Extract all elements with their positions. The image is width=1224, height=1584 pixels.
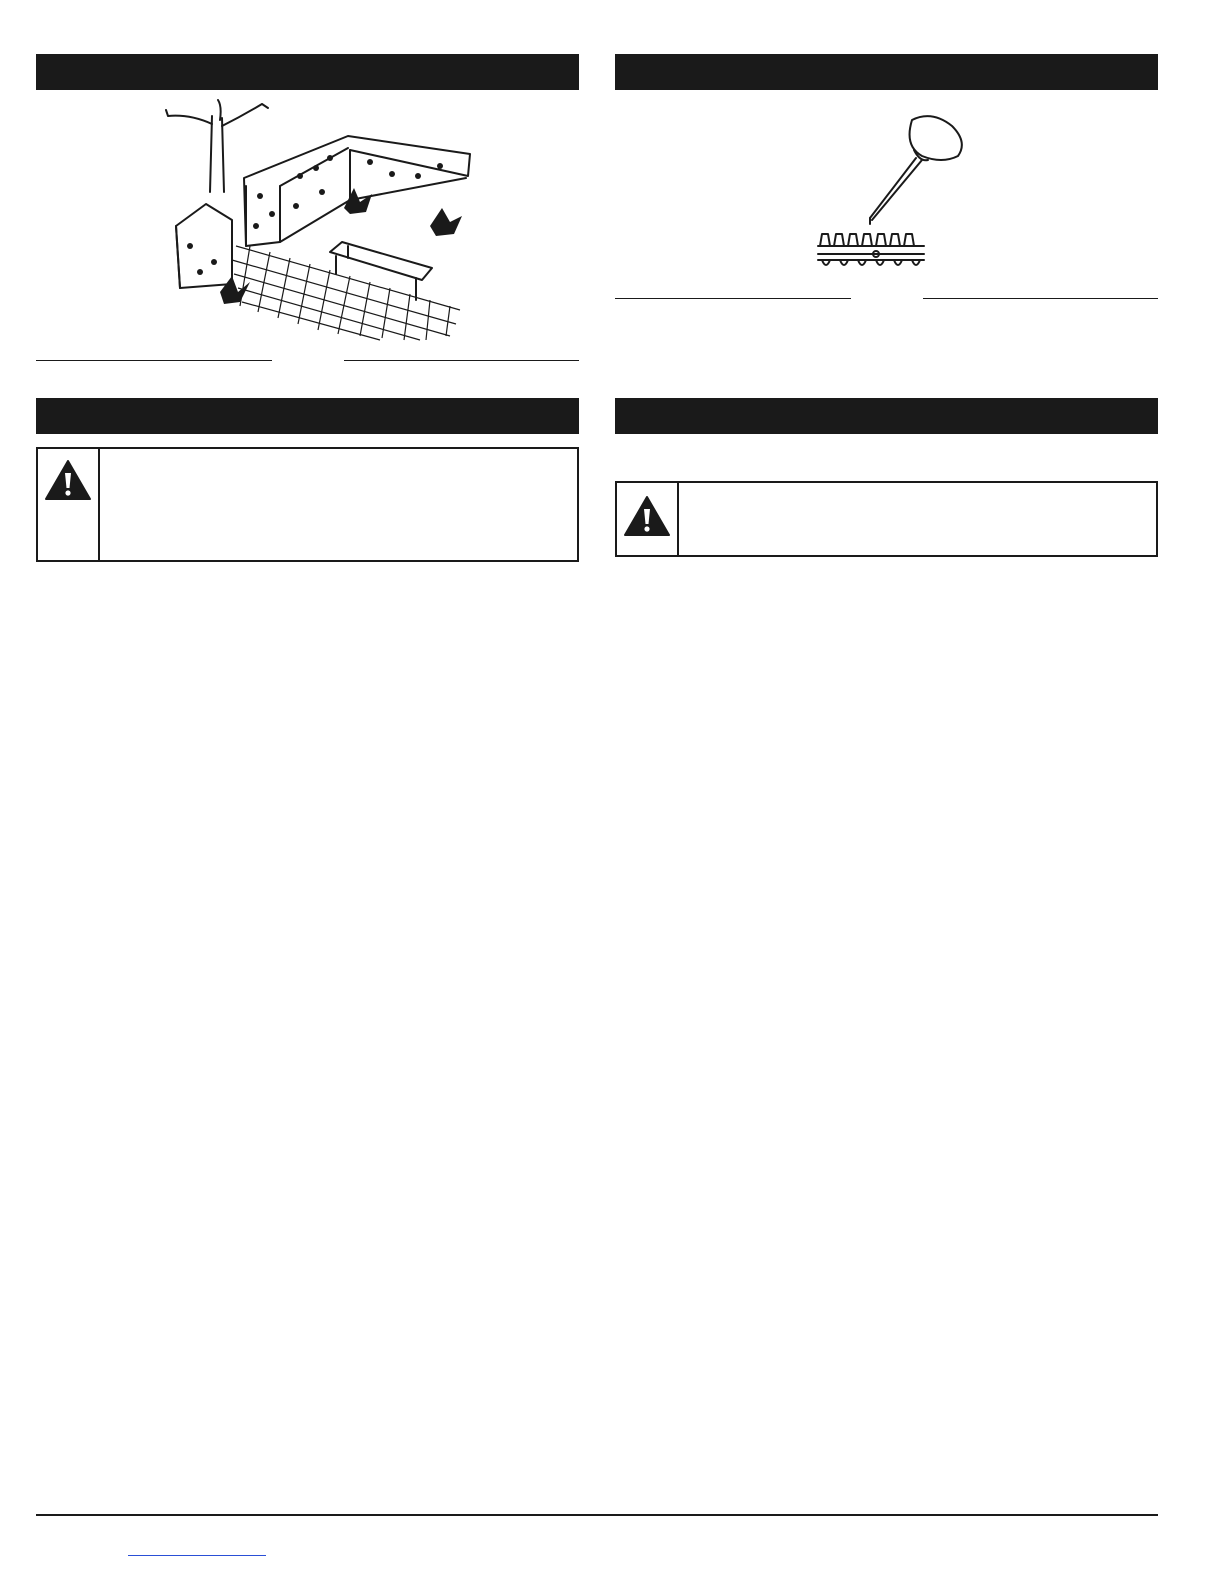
- figure-rule-right-2: [923, 298, 1158, 299]
- section-heading-bar-top-right: [615, 54, 1158, 90]
- warning-box-right: [615, 481, 1158, 557]
- footer-rule: [36, 1514, 1158, 1516]
- figure-rule-left-2: [615, 298, 851, 299]
- warning-icon-cell: [38, 449, 100, 560]
- footer-link[interactable]: [128, 1555, 266, 1556]
- section-heading-top-left: [36, 63, 46, 80]
- section-heading-top-right: [615, 63, 625, 80]
- section-heading-bottom-left: [36, 407, 46, 424]
- figure-rule-right: [344, 360, 579, 361]
- section-heading-bar-bottom-right: [615, 398, 1158, 434]
- warning-icon-cell-2: [617, 483, 679, 555]
- warning-triangle-icon: [623, 495, 671, 537]
- oiler-blade-illustration: [812, 108, 972, 276]
- section-heading-bottom-right: [615, 407, 625, 424]
- warning-box-left: [36, 447, 579, 562]
- section-heading-bar-top-left: [36, 54, 579, 90]
- warning-triangle-icon: [44, 459, 92, 501]
- section-heading-bar-bottom-left: [36, 398, 579, 434]
- figure-rule-left: [36, 360, 272, 361]
- garden-illustration: [160, 96, 480, 344]
